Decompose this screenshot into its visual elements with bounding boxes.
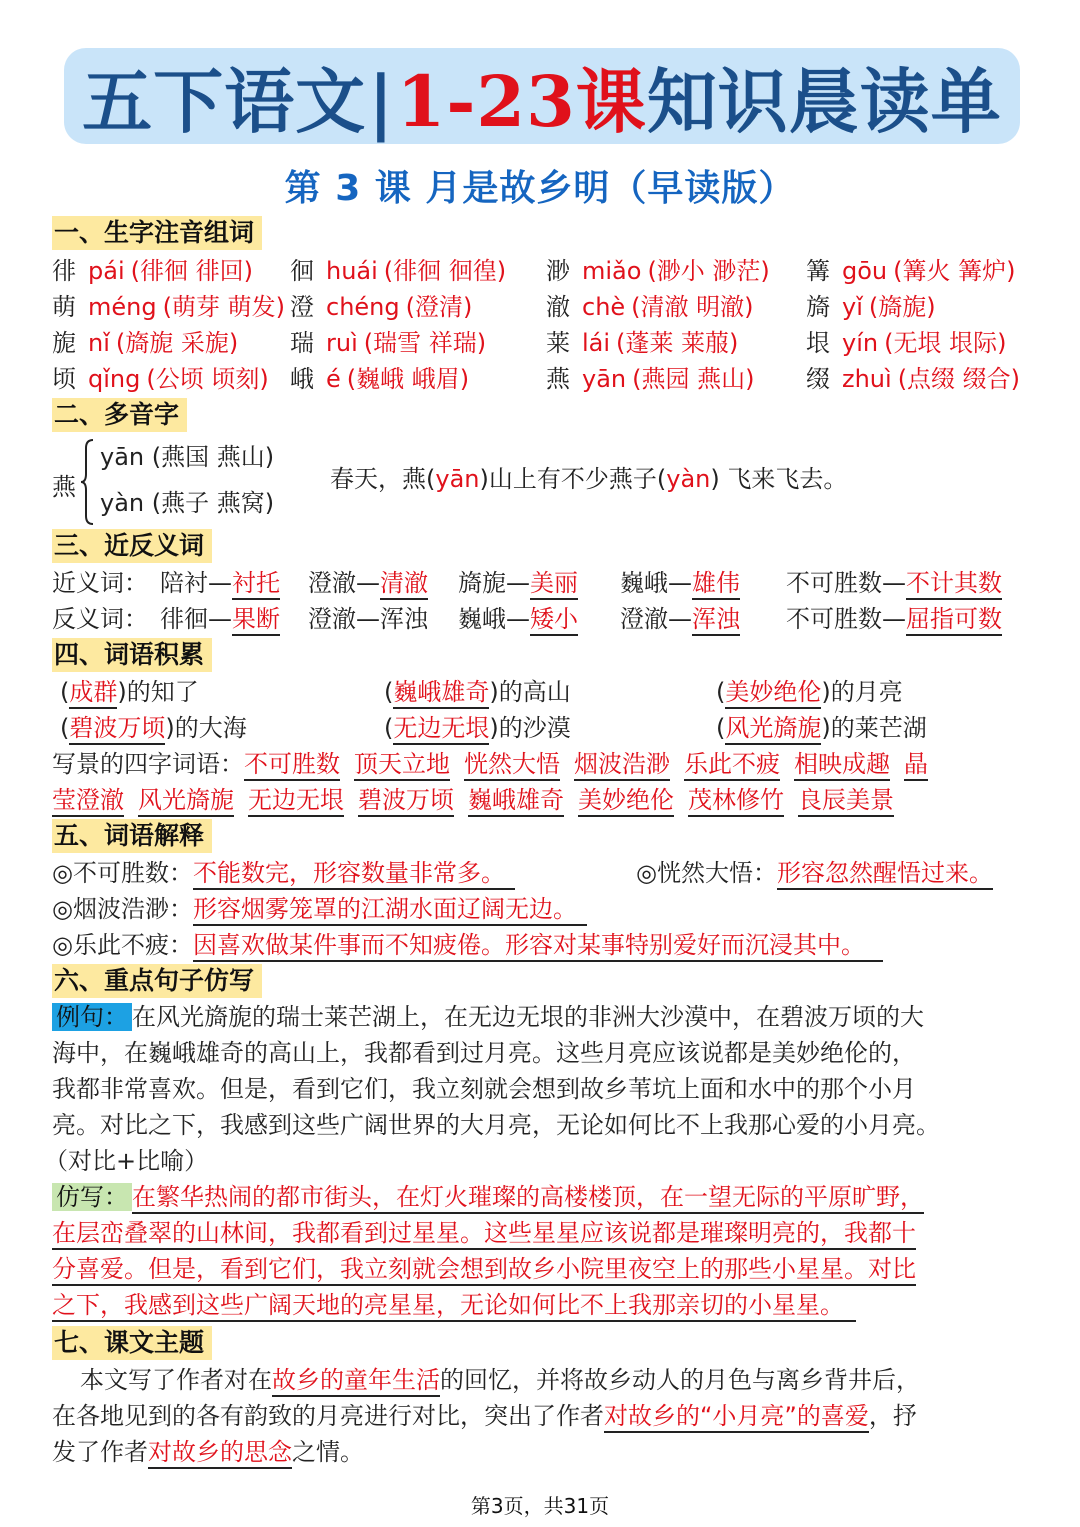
polyphone-sentence: 春天，燕(yān)山上有不少燕子(yàn) 飞来飞去。 xyxy=(330,465,848,493)
four-char-word: 晶 xyxy=(904,750,928,781)
polyphone-reading-1: yān (燕国 燕山) xyxy=(100,443,275,471)
words: (无垠 垠际) xyxy=(884,329,1007,357)
explanation-4: ◎乐此不疲：因喜欢做某件事而不知疲倦。形容对某事特别爱好而沉浸其中。 xyxy=(52,928,883,962)
pair-answer: 浑浊 xyxy=(692,605,740,636)
phrase-answer: 无边无垠 xyxy=(393,714,489,745)
theme-line-1: 本文写了作者对在故乡的童年生活的回忆，并将故乡动人的月色与离乡背井后， xyxy=(80,1363,920,1397)
char-entry xyxy=(546,362,754,396)
char-entry xyxy=(806,254,1016,288)
phrase-tail: 的沙漠 xyxy=(498,714,571,742)
char-entry xyxy=(52,326,238,360)
char-entry xyxy=(806,290,936,324)
phrase-answer: 巍峨雄奇 xyxy=(393,678,489,709)
char-entry xyxy=(52,362,269,396)
pinyin: huái xyxy=(326,257,378,285)
words: (旖旎) xyxy=(868,293,936,321)
phrase-tail: 的知了 xyxy=(126,678,199,706)
char: 瑞 xyxy=(290,329,314,357)
paren: ( xyxy=(716,714,726,742)
example-line-2: 海中，在巍峨雄奇的高山上，我都看到过月亮。这些月亮应该说都是美妙绝伦的， xyxy=(52,1039,916,1067)
pair-base: 旖旎— xyxy=(458,569,530,597)
four-char-word: 顶天立地 xyxy=(354,750,450,781)
title-banner xyxy=(64,48,1020,144)
imitation-line-1: 仿写： 在繁华热闹的都市街头，在灯火璀璨的高楼楼顶，在一望无际的平原旷野， xyxy=(52,1180,924,1214)
imitation-label: 仿写： xyxy=(52,1183,132,1211)
four-char-word: 烟波浩渺 xyxy=(574,750,670,781)
pair-answer: 美丽 xyxy=(530,569,578,600)
phrase-answer: 碧波万顷 xyxy=(69,714,165,745)
phrase-answer: 美妙绝伦 xyxy=(725,678,821,709)
title-subject: 五下语文 xyxy=(82,59,367,143)
char: 徘 xyxy=(52,257,76,285)
word-pair xyxy=(160,602,280,636)
four-char-word: 不可胜数 xyxy=(244,750,340,781)
words: (巍峨 峨眉) xyxy=(346,365,470,393)
pair-base: 陪衬— xyxy=(160,569,232,597)
char: 旖 xyxy=(806,293,830,321)
word-pair xyxy=(308,566,428,600)
phrase-tail: 的高山 xyxy=(498,678,571,706)
phrase-answer: 风光旖旎 xyxy=(725,714,821,745)
paren: ( xyxy=(384,678,394,706)
char: 篝 xyxy=(806,257,830,285)
pinyin: gōu xyxy=(842,257,888,285)
char-entry xyxy=(290,254,506,288)
section-6-heading: 六、重点句子仿写 xyxy=(52,964,262,998)
explanation-3: ◎烟波浩渺：形容烟雾笼罩的江湖水面辽阔无边。 xyxy=(52,892,587,926)
explanation-1: ◎不可胜数：不能数完，形容数量非常多。 xyxy=(52,856,515,890)
words: (公顷 顷刻) xyxy=(146,365,269,393)
four-char-word: 乐此不疲 xyxy=(684,750,780,781)
section-3-heading: 三、近反义词 xyxy=(52,529,212,563)
antonyms-row: 反义词： xyxy=(52,605,148,633)
four-char-word: 良辰美景 xyxy=(798,786,894,817)
pair-answer: 衬托 xyxy=(232,569,280,600)
char: 旎 xyxy=(52,329,76,357)
phrase-tail: 的月亮 xyxy=(830,678,903,706)
words: (萌芽 萌发) xyxy=(162,293,285,321)
word-pair xyxy=(458,566,578,600)
words: (蓬莱 莱菔) xyxy=(616,329,739,357)
phrase-item xyxy=(60,675,199,709)
char: 顷 xyxy=(52,365,76,393)
pinyin: chéng xyxy=(326,293,400,321)
page-number: 第3页，共31页 xyxy=(470,1494,610,1518)
paren: ) xyxy=(165,714,175,742)
pair-base: 不可胜数— xyxy=(786,605,906,633)
char-entry xyxy=(546,254,770,288)
words: (徘徊 徘回) xyxy=(130,257,253,285)
pinyin: qǐng xyxy=(88,365,141,393)
section-2-heading: 二、多音字 xyxy=(52,398,187,432)
four-char-word: 无边无垠 xyxy=(248,786,344,817)
polyphone-char: 燕 xyxy=(52,473,76,501)
pair-answer: 雄伟 xyxy=(692,569,740,600)
section-4-heading: 四、词语积累 xyxy=(52,638,212,672)
char: 澈 xyxy=(546,293,570,321)
page-title xyxy=(82,46,1002,147)
words: (瑞雪 祥瑞) xyxy=(363,329,487,357)
char-entry xyxy=(52,290,285,324)
paren: ) xyxy=(821,678,831,706)
four-char-word: 相映成趣 xyxy=(794,750,890,781)
word-pair xyxy=(160,566,280,600)
pinyin: yǐ xyxy=(842,293,863,321)
words: (澄清) xyxy=(405,293,473,321)
char-entry xyxy=(546,326,738,360)
four-char-word: 莹澄澈 xyxy=(52,786,124,817)
char: 渺 xyxy=(546,257,570,285)
phrase-tail: 的大海 xyxy=(174,714,247,742)
char: 莱 xyxy=(546,329,570,357)
char-entry xyxy=(546,290,754,324)
words: (篝火 篝炉) xyxy=(893,257,1016,285)
word-pair xyxy=(620,566,740,600)
pinyin: nǐ xyxy=(88,329,110,357)
pinyin: miǎo xyxy=(582,257,642,285)
pinyin: ruì xyxy=(326,329,358,357)
example-line-1: 例句： 在风光旖旎的瑞士莱芒湖上，在无边无垠的非洲大沙漠中，在碧波万顷的大 xyxy=(52,1000,924,1034)
paren: ( xyxy=(716,678,726,706)
four-char-word: 巍峨雄奇 xyxy=(468,786,564,817)
pair-answer: 果断 xyxy=(232,605,280,636)
words: (徘徊 徊徨) xyxy=(383,257,507,285)
example-note: （对比+比喻） xyxy=(44,1147,209,1175)
words: (燕园 燕山) xyxy=(632,365,755,393)
title-rest: 知识晨读单 xyxy=(646,59,1002,143)
pinyin: pái xyxy=(88,257,125,285)
paren: ) xyxy=(117,678,127,706)
words: (旖旎 采旎) xyxy=(115,329,239,357)
explanation-2: ◎恍然大悟：形容忽然醒悟过来。 xyxy=(636,856,993,890)
word-pair xyxy=(308,602,428,636)
four-char-word: 恍然大悟 xyxy=(464,750,560,781)
imitation-line-3: 分喜爱。但是，看到它们，我立刻就会想到故乡小院里夜空上的那些小星星。对比 xyxy=(52,1252,916,1286)
paren: ) xyxy=(821,714,831,742)
char-entry xyxy=(290,326,486,360)
synonyms-row: 近义词： xyxy=(52,569,148,597)
char: 缀 xyxy=(806,365,830,393)
pair-base: 不可胜数— xyxy=(786,569,906,597)
four-char-words-line-2 xyxy=(52,783,908,817)
paren: ( xyxy=(60,678,70,706)
theme-line-2: 在各地见到的各有韵致的月亮进行对比，突出了作者对故乡的“小月亮”的喜爱，抒 xyxy=(52,1399,917,1433)
char-entry xyxy=(290,362,469,396)
pair-base: 巍峨— xyxy=(620,569,692,597)
pinyin: yān xyxy=(582,365,627,393)
pair-answer: 不计其数 xyxy=(906,569,1002,600)
char-entry xyxy=(52,254,253,288)
word-pair xyxy=(458,602,578,636)
char: 峨 xyxy=(290,365,314,393)
paren: ( xyxy=(60,714,70,742)
pair-answer: 屈指可数 xyxy=(906,605,1002,636)
brace-icon xyxy=(80,438,94,526)
phrase-tail: 的莱芒湖 xyxy=(830,714,927,742)
phrase-answer: 成群 xyxy=(69,678,117,709)
pinyin: lái xyxy=(582,329,611,357)
pinyin: zhuì xyxy=(842,365,892,393)
pinyin: chè xyxy=(582,293,626,321)
pair-answer: 矮小 xyxy=(530,605,578,636)
example-line-3: 我都非常喜欢。但是，看到它们，我立刻就会想到故乡苇坑上面和水中的那个小月 xyxy=(52,1075,916,1103)
section-7-heading: 七、课文主题 xyxy=(52,1326,212,1360)
pinyin: yín xyxy=(842,329,879,357)
pair-base: 澄澈— xyxy=(308,569,380,597)
pinyin: é xyxy=(326,365,341,393)
example-label: 例句： xyxy=(52,1003,132,1031)
four-char-words-line-1: 写景的四字词语：不可胜数 顶天立地 恍然大悟 烟波浩渺 乐此不疲 相映成趣 晶 xyxy=(52,747,928,781)
theme-line-3: 发了作者对故乡的思念之情。 xyxy=(52,1435,364,1469)
char: 燕 xyxy=(546,365,570,393)
lesson-title: 第 3 课 月是故乡明（早读版） xyxy=(284,168,796,209)
phrase-item xyxy=(716,675,903,709)
words: (清澈 明澈) xyxy=(631,293,754,321)
paren: ( xyxy=(384,714,394,742)
pair-base: 巍峨— xyxy=(458,605,530,633)
paren: ) xyxy=(489,678,499,706)
pair-base: 澄澈—浑浊 xyxy=(308,605,428,633)
char: 徊 xyxy=(290,257,314,285)
four-char-word: 碧波万顷 xyxy=(358,786,454,817)
pair-base: 徘徊— xyxy=(160,605,232,633)
char: 萌 xyxy=(52,293,76,321)
word-pair xyxy=(786,566,1002,600)
imitation-line-2: 在层峦叠翠的山林间，我都看到过星星。这些星星应该说都是璀璨明亮的，我都十 xyxy=(52,1216,916,1250)
section-1-heading: 一、生字注音组词 xyxy=(52,216,262,250)
pair-base: 澄澈— xyxy=(620,605,692,633)
four-char-word: 美妙绝伦 xyxy=(578,786,674,817)
title-range: 1-23课 xyxy=(396,59,647,143)
words: (渺小 渺茫) xyxy=(647,257,770,285)
char-entry xyxy=(806,362,1020,396)
four-char-word: 茂林修竹 xyxy=(688,786,784,817)
section-5-heading: 五、词语解释 xyxy=(52,819,212,853)
word-pair xyxy=(786,602,1002,636)
char: 垠 xyxy=(806,329,830,357)
phrase-item xyxy=(384,675,571,709)
char-entry xyxy=(806,326,1006,360)
polyphone-reading-2: yàn (燕子 燕窝) xyxy=(100,489,275,517)
phrase-item xyxy=(716,711,927,745)
imitation-line-4: 之下，我感到这些广阔天地的亮星星，无论如何比不上我那亲切的小星星。 xyxy=(52,1288,856,1322)
pinyin: méng xyxy=(88,293,157,321)
four-char-word: 风光旖旎 xyxy=(138,786,234,817)
phrase-item xyxy=(60,711,247,745)
phrase-item xyxy=(384,711,571,745)
word-pair xyxy=(620,602,740,636)
char: 澄 xyxy=(290,293,314,321)
words: (点缀 缀合) xyxy=(897,365,1021,393)
pair-answer: 清澈 xyxy=(380,569,428,600)
example-line-4: 亮。对比之下，我感到这些广阔世界的大月亮，无论如何比不上我那心爱的小月亮。 xyxy=(52,1111,940,1139)
paren: ) xyxy=(489,714,499,742)
char-entry xyxy=(290,290,472,324)
title-separator: | xyxy=(368,59,395,143)
